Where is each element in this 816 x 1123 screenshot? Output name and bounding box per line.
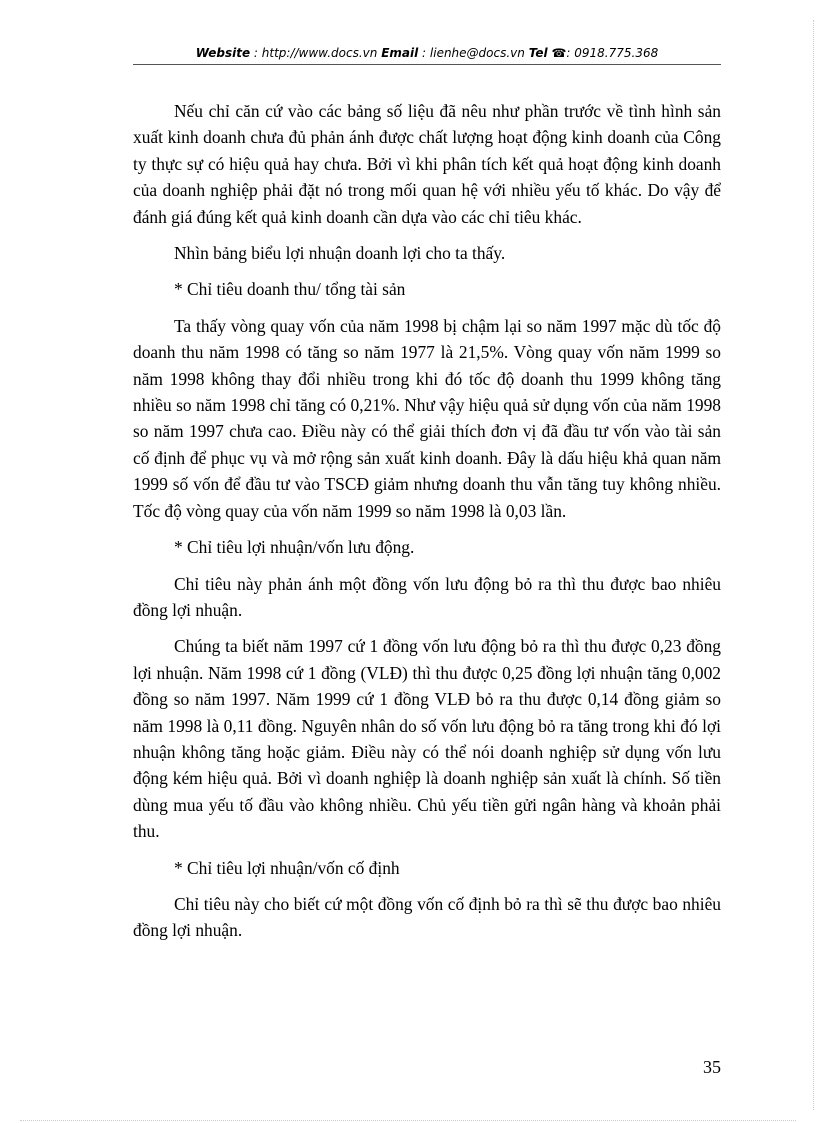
page-border-bottom	[20, 1120, 796, 1121]
page-number: 35	[703, 1057, 721, 1077]
paragraph: Chỉ tiêu này cho biết cứ một đồng vốn cố định bỏ ra thì sẽ thu được bao nhiêu đồng lợi nhuận.	[133, 893, 721, 941]
paragraph: Chúng ta biết năm 1997 cứ 1 đồng vốn lưu động bỏ ra thì thu được 0,23 đồng lợi nhuận. Năm 1998 cứ 1 đồng (VLĐ) thì thu được 0,25 đồng lợi nhuận tăng 0,002 đồng so năm 1997. Năm 1999 cứ 1 đồng VLĐ bỏ ra thu được 0,14 đồng giảm so năm 1998 là 0,11 đồng. Nguyên nhân do số vốn lưu động bỏ ra tăng trong khi đó lợi nhuận không tăng hoặc giảm. Điều này có thể nói doanh nghiệp sử dụng vốn lưu động kém hiệu quả. Bởi vì doanh nghiệp là doanh nghiệp sản xuất là chính. Số tiền dùng mua yếu tố đầu vào không nhiều. Chủ yếu tiền gửi ngân hàng và khoản phải thu.	[133, 636, 721, 842]
website-value: : http://www.docs.vn	[253, 46, 378, 60]
section-heading: * Chỉ tiêu lợi nhuận/vốn cố định	[174, 857, 400, 878]
website-label: Website	[195, 46, 251, 60]
header-divider	[133, 64, 721, 65]
section-heading: * Chỉ tiêu doanh thu/ tổng tài sản	[174, 279, 406, 300]
tel-label: Tel	[528, 46, 548, 60]
section-heading: * Chỉ tiêu lợi nhuận/vốn lưu động.	[174, 537, 415, 558]
tel-value: : 0918.775.368	[566, 46, 659, 60]
email-value: : lienhe@docs.vn	[422, 46, 525, 60]
page-header	[133, 46, 721, 60]
paragraph: Nếu chỉ căn cứ vào các bảng số liệu đã nêu như phần trước về tình hình sản xuất kinh doanh chưa đủ phản ánh được chất lượng hoạt động kinh doanh của Công ty thực sự có hiệu quả hay chưa. Bởi vì khi phân tích kết quả hoạt động kinh doanh của doanh nghiệp phải đặt nó trong mối quan hệ với nhiều yếu tố khác. Do vậy để đánh giá đúng kết quả kinh doanh cần dựa vào các chỉ tiêu khác.	[133, 101, 721, 227]
paragraph: Nhìn bảng biểu lợi nhuận doanh lợi cho ta thấy.	[174, 243, 506, 264]
phone-icon: ☎	[551, 46, 567, 60]
document-body	[133, 98, 721, 954]
paragraph: Chỉ tiêu này phản ánh một đồng vốn lưu động bỏ ra thì thu được bao nhiêu đồng lợi nhuận.	[133, 573, 721, 620]
page-border-right	[813, 20, 814, 1110]
email-label: Email	[381, 46, 419, 60]
paragraph: Ta thấy vòng quay vốn của năm 1998 bị chậm lại so năm 1997 mặc dù tốc độ doanh thu năm 1998 có tăng so năm 1977 là 21,5%. Vòng quay vốn năm 1999 so năm 1998 không thay đổi nhiều trong khi đó tốc độ doanh thu 1999 không tăng nhiều so năm 1998 chỉ tăng có 0,21%. Như vậy hiệu quả sử dụng vốn của năm 1998 so năm 1997 chưa cao. Điều này có thể giải thích đơn vị đã đầu tư vốn vào tài sản cố định để phục vụ và mở rộng sản xuất kinh doanh. Đây là dấu hiệu khả quan năm 1999 số vốn để đầu tư vào TSCĐ giảm nhưng doanh thu vẫn tăng tuy không nhiều. Tốc độ vòng quay của vốn năm 1999 so năm 1998 là 0,03 lần.	[133, 315, 721, 521]
